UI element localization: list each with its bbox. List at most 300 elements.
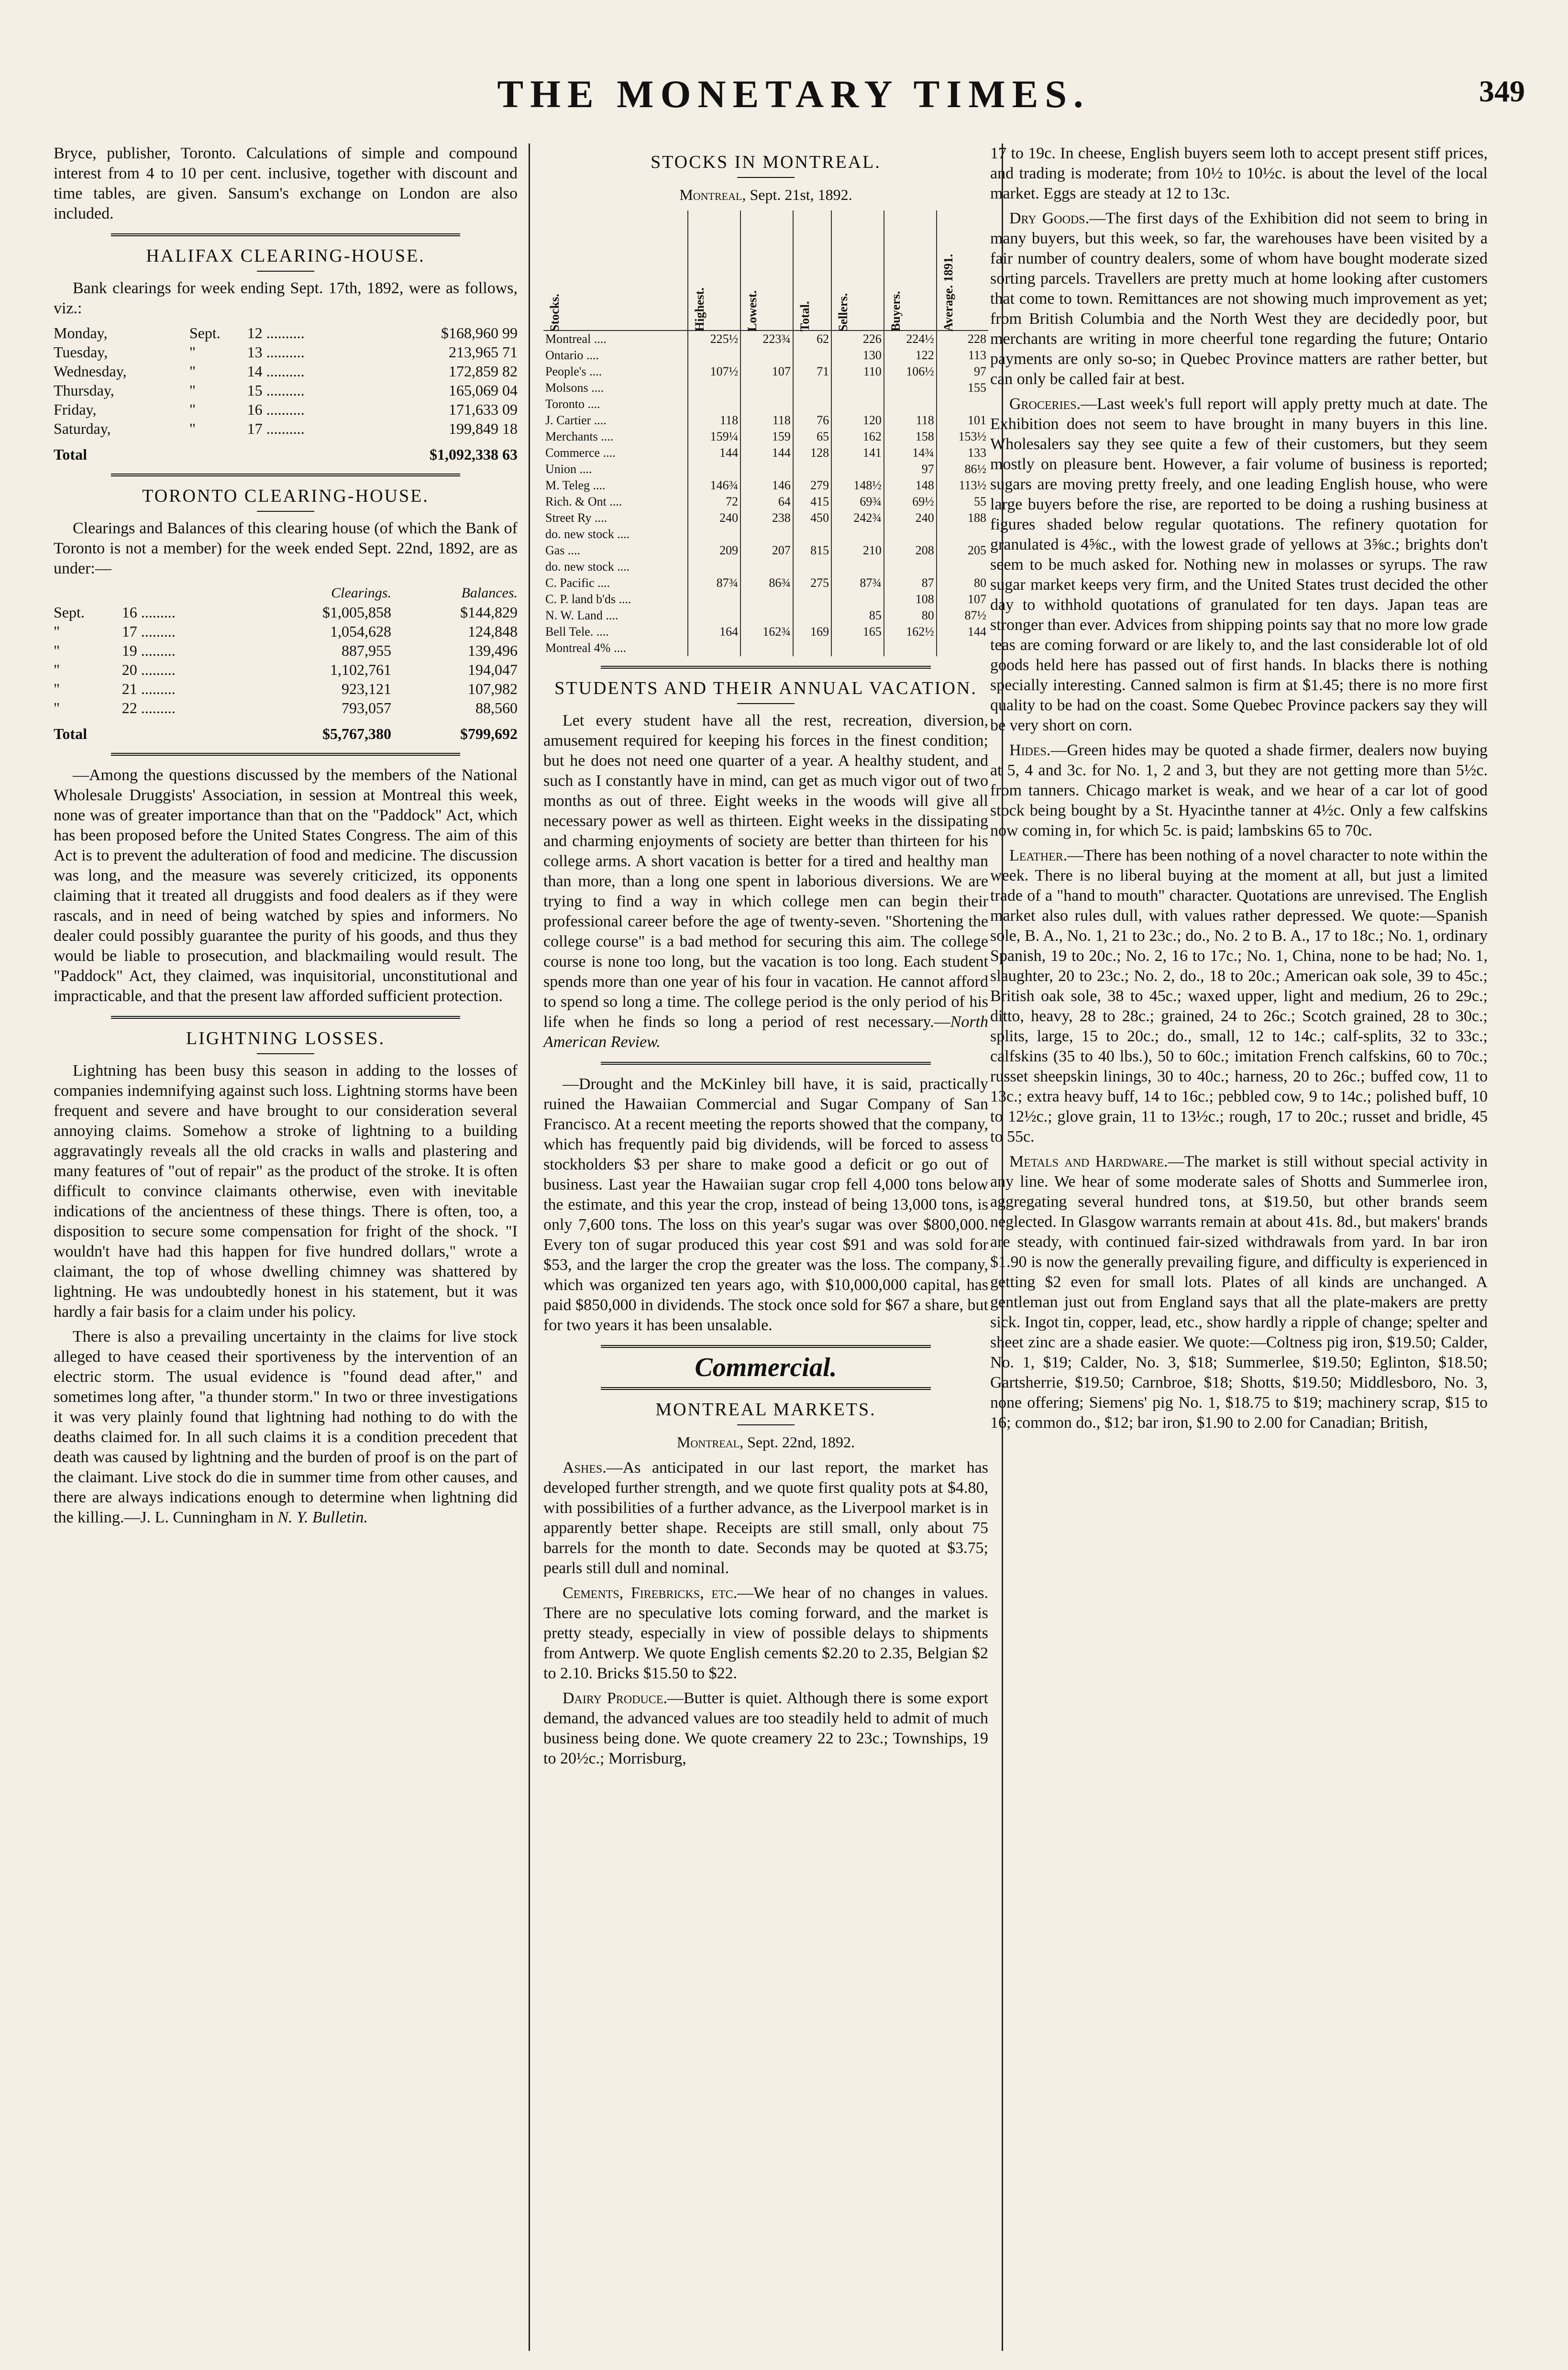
cements-label: Cements, Firebricks, etc. xyxy=(563,1584,738,1602)
toronto-total-clearings: $5,767,380 xyxy=(322,725,391,742)
stock-value xyxy=(740,591,793,607)
stock-value xyxy=(831,396,884,412)
halifax-month: " xyxy=(189,363,196,380)
stocks-row xyxy=(543,477,988,494)
stock-value xyxy=(884,559,937,575)
stock-value: 14¾ xyxy=(884,445,937,461)
toronto-date: 16 ......... xyxy=(121,604,176,621)
stock-value xyxy=(793,559,831,575)
halifax-amount: 165,069 04 xyxy=(449,382,518,399)
toronto-row xyxy=(54,603,518,622)
heading-rule xyxy=(257,271,314,272)
stocks-column-header xyxy=(688,210,740,331)
stocks-row xyxy=(543,559,988,575)
section-rule xyxy=(111,474,460,476)
stock-value: 148½ xyxy=(831,477,884,494)
markets-dateline xyxy=(543,1432,988,1452)
ashes-text: —As anticipated in our last report, the market has developed further strength, and we quote first quality pots at $4.80, with possibilities of a further advance, as the Liverpool market is in apparently better shape. Receipts are still small, only about 75 barrels for the month to date. Seconds may be quoted at $3.75; pearls still dull and nominal. xyxy=(543,1459,988,1577)
toronto-date: 21 ......... xyxy=(121,680,176,697)
stock-name: Molsons .... xyxy=(545,381,604,395)
stocks-column-label: Total. xyxy=(797,301,812,331)
halifax-intro: Bank clearings for week ending Sept. 17th, 1892, were as follows, viz.: xyxy=(54,279,518,317)
students-text: Let every student have all the rest, recreation, diversion, amusement required for keeping his forces in the finest condition; but he does not need one quarter of a year. A healthy student, and such as I constantly have in mind, can get as much vigor out of two months as out of three. Eight weeks in the woods will give all necessary power as well as thirteen. Eight weeks in the dissipating and charming enjoyments of society are better than thirteen for his college arms. A short vacation is better for a tired and healthy man than more, than a long one spent in laborious diversions. We are trying to find a way in which college men can begin their professional career before the age of twenty-seven. "Shortening the college course" is a bad method for securing this aim. The college course is none too long, but the vacation is too long. Each student spends more than one year of his four in vacation. He cannot afford to spend so long a time. The college period is the only period of his life when he finds so long a period of rest necessary.— xyxy=(543,712,988,1031)
stock-value: 118 xyxy=(884,412,937,429)
cements-text: —We hear of no changes in values. There are no speculative lots coming forward, and the market is pretty steady, especially in view of possible delays to shipments from Antwerp. We quote English cements $2.20 to 2.35, Belgian $2 to 2.10. Bricks $15.50 to $22. xyxy=(543,1584,988,1682)
stocks-date: Sept. 21st, 1892. xyxy=(750,186,852,203)
stock-value: 69½ xyxy=(884,494,937,510)
stocks-row xyxy=(543,412,988,429)
stock-value: 275 xyxy=(793,575,831,591)
stock-value: 815 xyxy=(793,542,831,559)
stock-value: 80 xyxy=(937,575,988,591)
stock-value: 107 xyxy=(937,591,988,607)
section-rule xyxy=(601,1345,931,1348)
stocks-column-header xyxy=(793,210,831,331)
toronto-clearings: 887,955 xyxy=(341,642,391,659)
hides-paragraph xyxy=(990,740,1488,841)
stock-value: 130 xyxy=(831,347,884,364)
stock-value: 162 xyxy=(831,429,884,445)
stock-value: 165 xyxy=(831,624,884,640)
stocks-column-header xyxy=(831,210,884,331)
stock-value: 87½ xyxy=(937,607,988,624)
stock-value: 208 xyxy=(884,542,937,559)
stock-value xyxy=(884,640,937,656)
stock-value: 159¼ xyxy=(688,429,740,445)
hides-text: —Green hides may be quoted a shade firmer, dealers now buying at 5, 4 and 3c. for No. 1, 2 and 3, but they are not getting more than 5½c. from tanners. Chicago market is weak, and we hear of a car lot of good stock being bought by a St. Hyacinthe tanner at 4½c. Only a few calfskins now coming in, for which 5c. is paid; lambskins 65 to 70c. xyxy=(990,741,1488,839)
stock-name: People's .... xyxy=(545,364,602,378)
stock-value: 279 xyxy=(793,477,831,494)
dairy-label: Dairy Produce. xyxy=(563,1689,667,1707)
stocks-row xyxy=(543,461,988,477)
stock-value: 122 xyxy=(884,347,937,364)
stock-value xyxy=(740,396,793,412)
students-heading: STUDENTS AND THEIR ANNUAL VACATION. xyxy=(554,678,977,698)
toronto-balances: 107,982 xyxy=(468,680,518,697)
toronto-date: 22 ......... xyxy=(121,699,176,717)
metals-label: Metals and Hardware. xyxy=(1009,1153,1168,1170)
heading-rule xyxy=(737,703,795,704)
stock-value xyxy=(740,461,793,477)
stock-value xyxy=(884,526,937,542)
section-rule xyxy=(111,1016,460,1019)
heading-rule xyxy=(737,1424,795,1425)
stock-value: 141 xyxy=(831,445,884,461)
stock-value: 110 xyxy=(831,364,884,380)
dry-goods-paragraph xyxy=(990,209,1488,389)
toronto-date: 17 ......... xyxy=(121,623,176,640)
stock-name: M. Teleg .... xyxy=(545,478,606,492)
stock-value xyxy=(688,640,740,656)
stock-value: 64 xyxy=(740,494,793,510)
stock-value xyxy=(740,380,793,396)
stock-value: 240 xyxy=(688,510,740,526)
toronto-total-row xyxy=(54,717,518,743)
stock-value: 55 xyxy=(937,494,988,510)
stock-value: 238 xyxy=(740,510,793,526)
stock-name: Street Ry .... xyxy=(545,511,607,525)
stock-value: 62 xyxy=(793,331,831,347)
toronto-balances: 124,848 xyxy=(468,623,518,640)
stocks-row xyxy=(543,575,988,591)
stock-value: 97 xyxy=(937,364,988,380)
stocks-row xyxy=(543,445,988,461)
section-rule xyxy=(111,233,460,236)
stock-value xyxy=(740,526,793,542)
ashes-paragraph xyxy=(543,1458,988,1578)
stock-value: 224½ xyxy=(884,331,937,347)
dairy-continued: 17 to 19c. In cheese, English buyers seem loth to accept present stiff prices, and trading is moderate; from 10½ to 10½c. is about the level of the local market. Eggs are steady at 12 to 13c. xyxy=(990,144,1488,202)
stock-value: 162½ xyxy=(884,624,937,640)
toronto-row xyxy=(54,679,518,698)
dairy-paragraph xyxy=(543,1688,988,1769)
commercial-heading: Commercial. xyxy=(695,1353,837,1382)
halifax-total-label: Total xyxy=(54,446,87,463)
stock-name: C. P. land b'ds .... xyxy=(545,592,631,606)
dry-goods-text: —The first days of the Exhibition did not seem to bring in many buyers, but this week, so far, the warehouses have been visited by a fair number of country dealers, some of whom have bought moderate sized sorting parcels. Travellers are pretty much at home looking after customers that come to town. Remittances are not showing much improvement as yet; from British Columbia and the North West they are decidedly poor, but merchants are writing in more cheerful tone regarding the future; Ontario payments are only so-so; in Quebec Province matters are rather better, but can only be called fair at best. xyxy=(990,209,1488,388)
leather-paragraph xyxy=(990,846,1488,1147)
stock-name: Ontario .... xyxy=(545,348,599,362)
toronto-month: " xyxy=(54,680,60,697)
stock-value xyxy=(884,380,937,396)
stock-value: 210 xyxy=(831,542,884,559)
halifax-month: " xyxy=(189,343,196,361)
halifax-day: Saturday, xyxy=(54,420,111,437)
stock-value xyxy=(793,461,831,477)
stock-value xyxy=(831,526,884,542)
stock-value: 87¾ xyxy=(688,575,740,591)
halifax-day: Friday, xyxy=(54,401,97,418)
stocks-row xyxy=(543,607,988,624)
toronto-clearings: 923,121 xyxy=(341,680,391,697)
halifax-month: " xyxy=(189,401,196,418)
stock-value: 118 xyxy=(740,412,793,429)
stock-value: 108 xyxy=(884,591,937,607)
masthead-title: THE MONETARY TIMES. xyxy=(497,72,1090,116)
stock-name: Commerce .... xyxy=(545,446,616,460)
toronto-month: " xyxy=(54,642,60,659)
stocks-row xyxy=(543,380,988,396)
halifax-table xyxy=(54,323,518,464)
students-article xyxy=(543,711,988,1052)
stocks-row xyxy=(543,624,988,640)
stocks-row xyxy=(543,591,988,607)
lightning-paragraph-2 xyxy=(54,1327,518,1528)
stock-value xyxy=(793,347,831,364)
stock-value: 158 xyxy=(884,429,937,445)
halifax-amount: 172,859 82 xyxy=(449,363,518,380)
intro-paragraph: Bryce, publisher, Toronto. Calculations of simple and compound interest from 4 to 10 per cent. inclusive, together with discount and time tables, are given. Sansum's exchange on London are also included. xyxy=(54,144,518,222)
dry-goods-label: Dry Goods. xyxy=(1009,209,1090,227)
stock-name: C. Pacific .... xyxy=(545,576,610,590)
toronto-clearings: $1,005,858 xyxy=(322,604,391,621)
stock-value: 101 xyxy=(937,412,988,429)
halifax-date: 16 .......... xyxy=(247,401,305,418)
stock-name: J. Cartier .... xyxy=(545,413,607,427)
stocks-row xyxy=(543,640,988,656)
stocks-row xyxy=(543,526,988,542)
stock-value: 415 xyxy=(793,494,831,510)
halifax-month: Sept. xyxy=(189,324,221,342)
stock-name: do. new stock .... xyxy=(545,527,630,541)
heading-rule xyxy=(737,177,795,178)
column-3 xyxy=(981,143,1488,2351)
stock-value xyxy=(831,640,884,656)
hawaii-article: —Drought and the McKinley bill have, it is said, practically ruined the Hawaiian Commercial and Sugar Company of San Francisco. At a recent meeting the reports showed that the company, which has frequently paid big dividends, will be forced to assess stockholders $3 per share to make good a deficit or go out of business. Last year the Hawaiian sugar crop fell 4,000 tons below the estimate, and this year the crop, instead of being 13,000 tons, is only 7,600 tons. The loss on this year's sugar was over $800,000. Every ton of sugar produced this year cost $91 and was sold for $53, and the larger the crop the greater was the loss. The company, which was organized ten years ago, with $10,000,000 capital, has paid $850,000 in dividends. The stock once sold for $67 a share, but for two years it has been unsalable. xyxy=(543,1075,988,1334)
heading-rule xyxy=(257,511,314,512)
stock-value: 155 xyxy=(937,380,988,396)
toronto-month: " xyxy=(54,699,60,717)
stock-value: 153½ xyxy=(937,429,988,445)
halifax-amount: $168,960 99 xyxy=(441,324,518,342)
stock-value: 85 xyxy=(831,607,884,624)
stock-value: 69¾ xyxy=(831,494,884,510)
stocks-date-city: Montreal, xyxy=(679,186,746,203)
stock-name: Rich. & Ont .... xyxy=(545,495,622,508)
groceries-paragraph xyxy=(990,394,1488,736)
halifax-day: Monday, xyxy=(54,324,108,342)
stock-value xyxy=(831,559,884,575)
cements-paragraph xyxy=(543,1583,988,1684)
stock-value: 113½ xyxy=(937,477,988,494)
students-source: North American Review. xyxy=(543,1013,988,1051)
stocks-table xyxy=(543,210,988,656)
stock-value: 228 xyxy=(937,331,988,347)
stocks-row xyxy=(543,542,988,559)
stock-value: 106½ xyxy=(884,364,937,380)
stocks-column-label: Sellers. xyxy=(836,293,850,331)
halifax-date: 12 .......... xyxy=(247,324,305,342)
toronto-clearings: 793,057 xyxy=(341,699,391,717)
stock-value: 242¾ xyxy=(831,510,884,526)
stock-value: 133 xyxy=(937,445,988,461)
halifax-date: 14 .......... xyxy=(247,363,305,380)
stock-value xyxy=(688,607,740,624)
halifax-day: Thursday, xyxy=(54,382,114,399)
stocks-row xyxy=(543,364,988,380)
toronto-table xyxy=(54,584,518,743)
halifax-row xyxy=(54,323,518,342)
section-rule xyxy=(601,1062,931,1065)
toronto-month: Sept. xyxy=(54,604,85,621)
toronto-row xyxy=(54,622,518,641)
leather-text: —There has been nothing of a novel character to note within the week. There is no liberal buying at the moment at all, but just a limited trade of a "hand to mouth" character. Quotations are unrevised. The English market also rules dull, with values rather depressed. We quote:—Spanish sole, B. A., No. 1, 21 to 23c.; do., No. 2 to B. A., 17 to 18c.; No. 1, ordinary Spanish, 19 to 20c.; No. 2, 16 to 17c.; No. 1, China, none to be had; No. 1, slaughter, 20 to 23c.; No. 2, do., 18 to 20c.; American oak sole, 39 to 45c.; British oak sole, 38 to 45c.; waxed upper, light and medium, 26 to 29c.; ditto, heavy, 28 to 28c.; grained, 24 to 26c.; Scotch grained, 28 to 30c.; splits, large, 15 to 20c.; do., small, 12 to 14c.; calf-splits, 32 to 33c.; calfskins (35 to 40 lbs.), 50 to 60c.; imitation French calfskins, 60 to 70c.; russet sheepskin linings, 30 to 40c.; harness, 20 to 26c.; buffed cow, 11 to 13c.; extra heavy buff, 14 to 16c.; pebbled cow, 9 to 14c.; polished buff, 10 to 12½c.; glove grain, 11 to 13½c.; rough, 17 to 20c.; russet and bridle, 45 to 55c. xyxy=(990,847,1488,1146)
stock-value xyxy=(688,526,740,542)
stock-value xyxy=(740,347,793,364)
toronto-row xyxy=(54,698,518,717)
toronto-total-balances: $799,692 xyxy=(460,725,518,742)
section-rule xyxy=(601,666,931,669)
halifax-month: " xyxy=(189,382,196,399)
lightning-text: There is also a prevailing uncertainty in the claims for live stock alleged to have ceased their sportiveness by the intervention of an electric storm. The usual evidence is "found dead after," and sometimes long after, "a thunder storm." In two or three investigations it was very plainly found that lightning had nothing to do with the deaths claimed for. In all such claims it is a condition precedent that death was caused by lightning and the burden of proof is on the part of the claimant. Live stock do die in summer time from other causes, and there are always indications enough to determine when lightning did the killing.—J. L. Cunningham in xyxy=(54,1328,518,1526)
stock-value: 76 xyxy=(793,412,831,429)
halifax-heading: HALIFAX CLEARING-HOUSE. xyxy=(146,246,425,266)
stock-value: 240 xyxy=(884,510,937,526)
stock-value xyxy=(688,396,740,412)
halifax-row xyxy=(54,400,518,419)
toronto-intro: Clearings and Balances of this clearing house (of which the Bank of Toronto is not a member) for the week ended Sept. 22nd, 1892, are as under:— xyxy=(54,519,518,577)
stock-value: 226 xyxy=(831,331,884,347)
stock-value: 86¾ xyxy=(740,575,793,591)
groceries-text: —Last week's full report will apply pretty much at date. The Exhibition does not seem to have brought in many buyers in this line. Wholesalers say they see quite a few of their customers, but they seem mostly on pleasure bent. However, a fair volume of business is reported; sugars are moving pretty freely, and one leading English house, who were large buyers before the rise, are reported to be doing a rushing business at figures shaded below regular quotations. The refinery quotation for granulated is 4⅝c., with the lowest grade of yellows at 3⅝c.; brights don't seem to be much asked for. Nothing new in molasses or syrups. The raw sugar market keeps very firm, and the United States trust decided the other day to withhold quotations of granulated for ten days. Japan teas are stronger than ever. Advices from shipping points say that no more low grade teas are coming forward or are likely to, and the last considerable lot of old goods held here has passed out of first hands. In blacks there is nothing specially interesting. Canned salmon is firm at $1.45; there is no more first quality to be had on the coast. Some Quebec Province packers say they will be very short on corn. xyxy=(990,395,1488,734)
stock-value: 223¾ xyxy=(740,331,793,347)
stocks-dateline xyxy=(543,185,988,205)
stocks-column-label: Buyers. xyxy=(888,291,903,331)
stock-value: 205 xyxy=(937,542,988,559)
groceries-label: Groceries. xyxy=(1009,395,1081,413)
markets-date-city: Montreal, xyxy=(677,1433,744,1451)
stock-value xyxy=(793,526,831,542)
stock-value: 225½ xyxy=(688,331,740,347)
stock-value: 159 xyxy=(740,429,793,445)
stocks-row xyxy=(543,494,988,510)
stock-name: Gas .... xyxy=(545,543,580,557)
stock-value: 128 xyxy=(793,445,831,461)
stock-value: 144 xyxy=(937,624,988,640)
stock-value: 72 xyxy=(688,494,740,510)
markets-date: Sept. 22nd, 1892. xyxy=(747,1433,855,1451)
stock-value: 188 xyxy=(937,510,988,526)
halifax-day: Tuesday, xyxy=(54,343,108,361)
toronto-row xyxy=(54,660,518,679)
halifax-amount: 213,965 71 xyxy=(449,343,518,361)
stock-value xyxy=(688,559,740,575)
druggists-article: —Among the questions discussed by the members of the National Wholesale Druggists' Association, in session at Montreal this week, none was of greater importance than that on the "Paddock" Act, which has been proposed before the United States Congress. The aim of this Act is to prevent the adulteration of food and medicine. The discussion was long, and the measure was severely criticized, its opponents claiming that it treated all druggists and food dealers as if they were rascals, and in need of being watched by spies and informers. No dealer could possibly guarantee the purity of his goods, and thus they would be liable to prosecution, and blackmailing would result. The "Paddock" Act, they claimed, was inquisitorial, unconstitutional and impracticable, and that the present law afforded sufficient protection. xyxy=(54,766,518,1005)
stock-value: 107 xyxy=(740,364,793,380)
masthead xyxy=(48,72,1539,129)
halifax-month: " xyxy=(189,420,196,437)
hides-label: Hides. xyxy=(1009,741,1051,759)
halifax-date: 13 .......... xyxy=(247,343,305,361)
halifax-amount: 199,849 18 xyxy=(449,420,518,437)
stock-value: 162¾ xyxy=(740,624,793,640)
stocks-row xyxy=(543,429,988,445)
stock-value: 144 xyxy=(688,445,740,461)
stock-name: Union .... xyxy=(545,462,592,476)
stock-value: 207 xyxy=(740,542,793,559)
stock-value: 169 xyxy=(793,624,831,640)
toronto-clearings: 1,102,761 xyxy=(330,661,391,678)
stock-value xyxy=(831,461,884,477)
halifax-total-row xyxy=(54,438,518,464)
stock-value: 146¾ xyxy=(688,477,740,494)
stock-value xyxy=(793,640,831,656)
stock-value: 87¾ xyxy=(831,575,884,591)
toronto-balances: $144,829 xyxy=(460,604,518,621)
leather-label: Leather. xyxy=(1009,847,1068,864)
stock-value: 107½ xyxy=(688,364,740,380)
markets-heading: MONTREAL MARKETS. xyxy=(655,1400,876,1420)
column-2 xyxy=(529,143,1003,2351)
stock-name: Bell Tele. .... xyxy=(545,625,609,639)
stock-value: 113 xyxy=(937,347,988,364)
stock-value: 87 xyxy=(884,575,937,591)
stocks-column-header xyxy=(740,210,793,331)
toronto-month: " xyxy=(54,661,60,678)
halifax-row xyxy=(54,419,518,438)
stocks-column-label: Highest. xyxy=(693,287,707,331)
stock-value xyxy=(688,461,740,477)
stock-value: 450 xyxy=(793,510,831,526)
toronto-header-row xyxy=(54,584,518,603)
stock-value xyxy=(688,380,740,396)
stock-value: 144 xyxy=(740,445,793,461)
toronto-date: 20 ......... xyxy=(121,661,176,678)
stock-value xyxy=(688,347,740,364)
toronto-month: " xyxy=(54,623,60,640)
stock-value xyxy=(793,591,831,607)
halifax-amount: 171,633 09 xyxy=(449,401,518,418)
stocks-row xyxy=(543,331,988,347)
stock-name: N. W. Land .... xyxy=(545,608,618,622)
stocks-heading: STOCKS IN MONTREAL. xyxy=(651,152,881,172)
stocks-column-header xyxy=(884,210,937,331)
halifax-row xyxy=(54,381,518,400)
stock-value xyxy=(793,396,831,412)
stock-name: Montreal 4% .... xyxy=(545,641,626,655)
stock-value: 148 xyxy=(884,477,937,494)
stock-name: Toronto .... xyxy=(545,397,600,411)
toronto-heading: TORONTO CLEARING-HOUSE. xyxy=(142,486,429,506)
toronto-col-clearings: Clearings. xyxy=(331,585,391,601)
halifax-row xyxy=(54,342,518,362)
stock-value xyxy=(688,591,740,607)
stock-value xyxy=(831,380,884,396)
stock-value xyxy=(884,396,937,412)
stock-name: do. new stock .... xyxy=(545,560,630,573)
stock-name: Merchants .... xyxy=(545,430,614,443)
halifax-row xyxy=(54,362,518,381)
stock-value: 120 xyxy=(831,412,884,429)
section-rule xyxy=(601,1387,931,1390)
halifax-date: 15 .......... xyxy=(247,382,305,399)
stocks-row xyxy=(543,510,988,526)
dairy-text: —Butter is quiet. Although there is some export demand, the advanced values are too steadily held to admit of much business being done. We quote creamery 22 to 23c.; Townships, 19 to 20½c.; Morrisburg, xyxy=(543,1689,988,1767)
section-rule xyxy=(111,753,460,756)
column-1 xyxy=(54,143,518,2351)
heading-rule xyxy=(257,1053,314,1054)
metals-text: —The market is still without special activity in any line. We hear of some moderate sales of Shotts and Summerlee iron, aggregating several hundred tons, at $19.50, but other brands seem neglected. In Glasgow warrants remain at about 41s. 8d., but makers' brands are steady, with continued fair-sized withdrawals from yard. In bar iron $1.90 is now the generally prevailing figure, and difficulty is experienced in getting $2 even for small lots. Plates of all kinds are unchanged. A gentleman just out from England says that all the plate-makers are pretty sick. Ingot tin, copper, lead, etc., show hardly a ripple of change; spelter and sheet zinc are a shade easier. We quote:—Coltness pig iron, $19.50; Calder, No. 1, $19; Calder, No. 3, $18; Summerlee, $19.50; Eglinton, $18.50; Gartsherrie, $19.50; Carnbroe, $18; Shotts, $19.50; Middlesboro, No. 3, none offering; Siemens' pig No. 1, $18.75 to $19; machinery scrap, $15 to 16; common do., $12; bar iron, $1.90 to 2.00 for Canadian; British, xyxy=(990,1153,1488,1432)
halifax-date: 17 .......... xyxy=(247,420,305,437)
toronto-balances: 88,560 xyxy=(475,699,518,717)
stock-value xyxy=(793,380,831,396)
stock-value: 97 xyxy=(884,461,937,477)
stock-value: 209 xyxy=(688,542,740,559)
lightning-source: N. Y. Bulletin. xyxy=(277,1509,368,1526)
stock-value: 146 xyxy=(740,477,793,494)
stocks-column-label: Average. 1891. xyxy=(941,254,955,331)
stocks-column-header xyxy=(543,210,688,331)
stock-value: 80 xyxy=(884,607,937,624)
stock-value: 164 xyxy=(688,624,740,640)
lightning-paragraph-1: Lightning has been busy this season in adding to the losses of companies indemnifying against such loss. Lightning storms have been frequent and severe and have brought to our consideration several annoying claims. Somehow a stroke of lightning to a building aggravatingly reveals all the old cracks in walls and plastering and many features of "out of repair" as the product of the stroke. It is often difficult to convince claimants otherwise, even with inevitable indications of the ancientness of these things. There is often, too, a disposition to secure some compensation for fright of the shock. "I wouldn't have had this happen for five hundred dollars," wrote a claimant, the top of whose dwelling chimney was shattered by lightning. He was undoubtedly honest in his statement, but it was hardly a fair basis for a claim under his policy. xyxy=(54,1062,518,1321)
toronto-balances: 194,047 xyxy=(468,661,518,678)
halifax-day: Wednesday, xyxy=(54,363,127,380)
stocks-row xyxy=(543,396,988,412)
stocks-column-label: Lowest. xyxy=(745,290,760,331)
stock-value xyxy=(740,607,793,624)
toronto-total-label: Total xyxy=(54,725,87,742)
toronto-balances: 139,496 xyxy=(468,642,518,659)
stock-value xyxy=(740,640,793,656)
stock-value xyxy=(831,591,884,607)
ashes-label: Ashes. xyxy=(563,1459,607,1477)
stock-value: 71 xyxy=(793,364,831,380)
page-number: 349 xyxy=(1479,74,1525,108)
toronto-col-balances: Balances. xyxy=(461,585,518,601)
stocks-row xyxy=(543,347,988,364)
stock-value: 86½ xyxy=(937,461,988,477)
